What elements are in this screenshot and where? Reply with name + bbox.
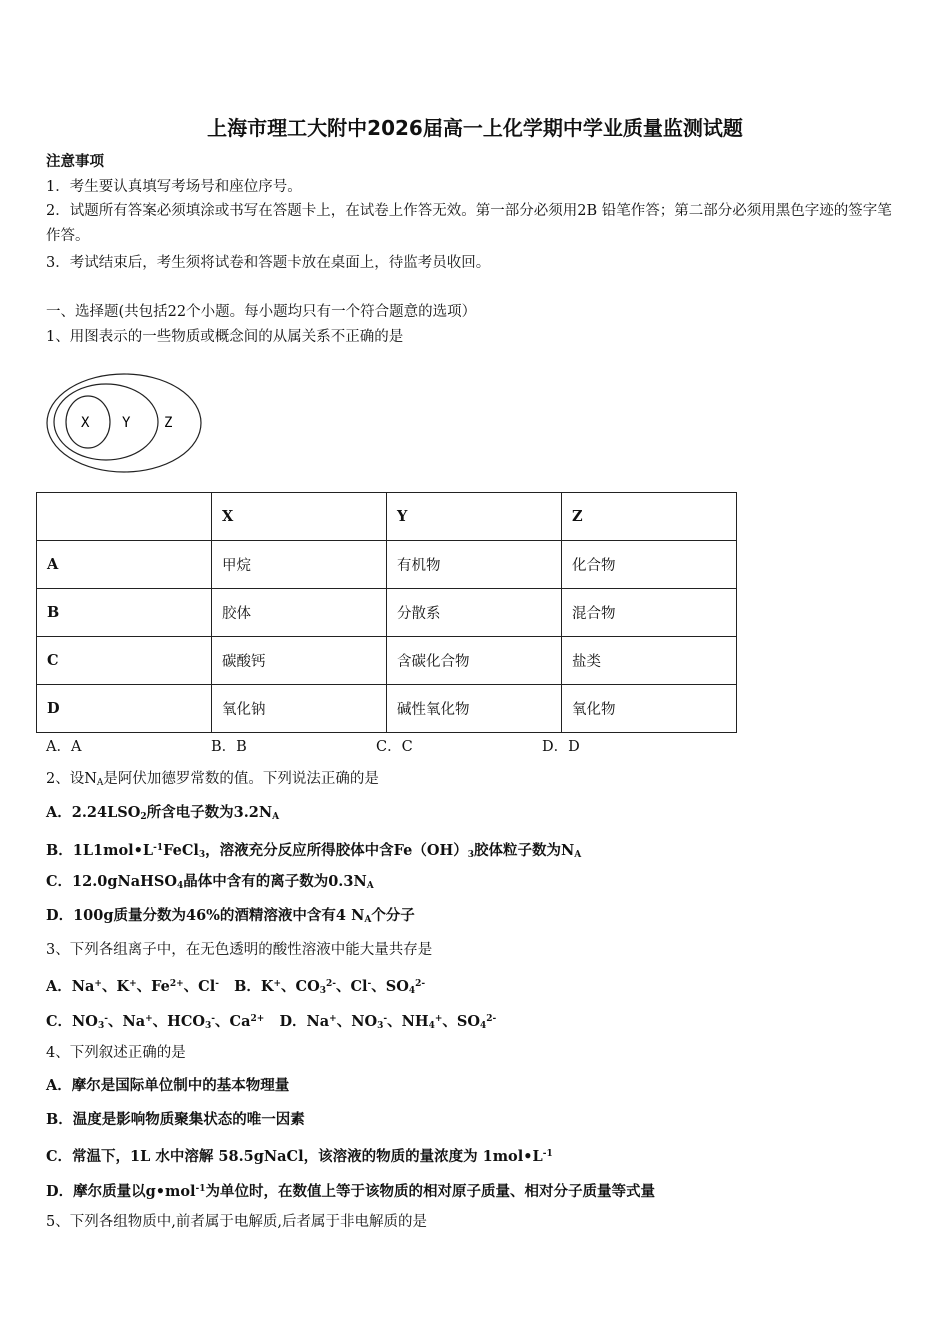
q1-option-d[interactable]: D．D [542,739,580,755]
table-cell: 混合物 [562,589,737,637]
set-y-ellipse [54,384,158,460]
q2-option-d[interactable]: D．100g质量分数为46%的酒精溶液中含有4 $N_A$个分子 [46,907,415,925]
table-row [37,685,737,733]
table-cell: 化合物 [562,541,737,589]
table-cell: 含碳化合物 [387,637,562,685]
notice-item-2: 2．试题所有答案必须填涂或书写在答题卡上，在试卷上作答无效。第一部分必须用2B 铅笔作答；第二部分必须用黑色字迹的签字笔作答。 [46,203,892,244]
q1-table [36,492,737,733]
notice-item-3: 3．考试结束后，考生须将试卷和答题卡放在桌面上，待监考员收回。 [46,255,491,271]
table-cell: A [37,541,212,589]
q4-option-d[interactable]: D．摩尔质量以g•mol$^{-1}$为单位时，在数值上等于该物质的相对原子质量、相对分子质量等式量 [46,1183,656,1200]
table-row [37,637,737,685]
table-cell: 盐类 [562,637,737,685]
notice-heading: 注意事项 [46,153,104,170]
table-header-cell: Y [387,493,562,541]
q3-stem: 3、下列各组离子中，在无色透明的酸性溶液中能大量共存是 [46,942,433,958]
table-header-row [37,493,737,541]
q4-stem: 4、下列叙述正确的是 [46,1045,186,1061]
table-cell: 甲烷 [212,541,387,589]
table-row [37,589,737,637]
q1-option-b[interactable]: B．B [211,739,247,755]
q4-option-b[interactable]: B．温度是影响物质聚集状态的唯一因素 [46,1111,305,1128]
table-cell: 碳酸钙 [212,637,387,685]
table-cell: D [37,685,212,733]
table-cell: 氧化钠 [212,685,387,733]
q2-stem: 2、设$N_A$是阿伏加德罗常数的值。下列说法正确的是 [46,771,379,788]
label-y: Y [122,415,131,431]
page-title: 上海市理工大附中2026届高一上化学期中学业质量监测试题 [207,116,743,140]
q4-option-c[interactable]: C．常温下，1L 水中溶解 58.5gNaCl，该溶液的物质的量浓度为 $1mol•L^{-1}$ [46,1148,553,1165]
table-row [37,541,737,589]
label-x: X [81,415,90,431]
table-header-cell: Z [562,493,737,541]
q1-option-a[interactable]: A．A [46,739,82,755]
table-cell: 碱性氧化物 [387,685,562,733]
table-header-cell: X [212,493,387,541]
table-cell: 氧化物 [562,685,737,733]
table-cell: 分散系 [387,589,562,637]
section-heading: 一、选择题(共包括22个小题。每小题均只有一个符合题意的选项） [46,304,477,320]
table-cell: 有机物 [387,541,562,589]
q3-options-ab[interactable]: A．Na+、K+、$Fe^{2+}$、Cl- B．K+、$CO_3^{2-}$、Cl-、$SO_4^{2-}$ [46,978,426,996]
table-cell: C [37,637,212,685]
q1-stem: 1、用图表示的一些物质或概念间的从属关系不正确的是 [46,329,404,345]
notice-item-1: 1．考生要认真填写考场号和座位序号。 [46,179,302,195]
label-z: Z [164,415,173,431]
table-header-cell [37,493,212,541]
nested-set-diagram [44,372,208,476]
q3-options-cd[interactable]: C．$NO_3^-$、Na+、$HCO_3^-$、$Ca^{2+}$ D．Na+、$NO_3^-$、$NH_4^+$、$SO_4^{2-}$ [46,1013,497,1031]
table-cell: 胶体 [212,589,387,637]
q1-option-c[interactable]: C．C [376,739,413,755]
q2-option-a[interactable]: A．$2.24LSO_2$所含电子数为$3.2N_A$ [46,804,280,822]
table-cell: B [37,589,212,637]
q2-option-c[interactable]: C．12.0gNaHSO$_4$晶体中含有的离子数为$0.3N_A$ [46,873,374,891]
q4-option-a[interactable]: A．摩尔是国际单位制中的基本物理量 [46,1077,290,1094]
q2-option-b[interactable]: B．$1L1mol•L^{-1}FeCl_3$，溶液充分反应所得胶体中含$Fe(OH)_3$胶体粒子数为$N_A$ [46,842,582,860]
q5-stem: 5、下列各组物质中,前者属于电解质,后者属于非电解质的是 [46,1214,427,1230]
